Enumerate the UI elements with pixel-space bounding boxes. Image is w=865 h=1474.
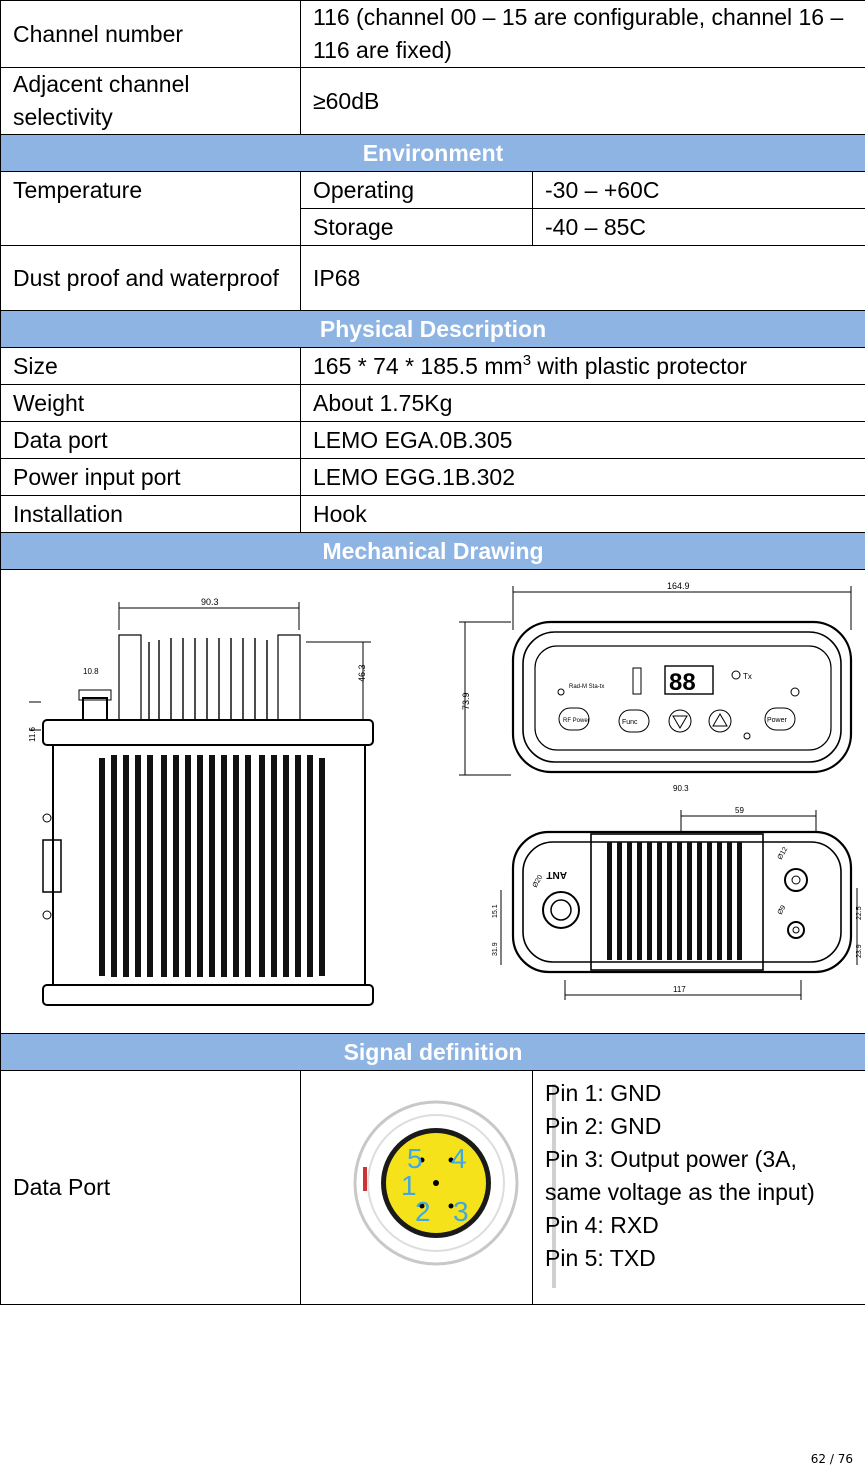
- pin-list: [545, 1077, 855, 1275]
- installation-value: Hook: [301, 496, 865, 533]
- connector-image-cell: [301, 1071, 533, 1305]
- adjacent-channel-value: ≥60dB: [301, 68, 865, 135]
- dim-bottom-span: 59: [735, 806, 744, 815]
- page-number: 62 / 76: [810, 1452, 853, 1466]
- row-mechanical-drawing: [1, 570, 865, 1034]
- label-ant: ANT: [546, 869, 567, 880]
- row-installation: [1, 496, 865, 533]
- dust-proof-value: IP68: [301, 246, 865, 311]
- pin-list-cell: [533, 1071, 865, 1305]
- dim-bottom-left2: 31.9: [492, 942, 499, 956]
- pin-4-definition: Pin 4: RXD: [545, 1212, 659, 1238]
- section-physical: [1, 311, 865, 348]
- mechanical-header: Mechanical Drawing: [1, 533, 865, 570]
- display-readout: 88: [669, 669, 696, 696]
- signal-header: Signal definition: [1, 1034, 865, 1071]
- channel-number-value: 116 (channel 00 – 15 are configurable, channel 16 – 116 are fixed): [301, 1, 865, 68]
- row-temperature-operating: [1, 172, 865, 209]
- bottom-view-heatsink: [607, 842, 742, 960]
- dim-side-left: 11.6: [28, 727, 37, 742]
- storage-value: -40 – 85C: [533, 209, 865, 246]
- dim-top-width: 164.9: [667, 581, 690, 591]
- row-weight: [1, 385, 865, 422]
- size-value-main: 165 * 74 * 185.5 mm: [313, 352, 523, 379]
- pin-1-definition: Pin 1: GND: [545, 1080, 662, 1106]
- dim-bottom-right2: 23.9: [856, 944, 863, 958]
- size-value: [301, 348, 865, 385]
- dim-dia-small2: Ø9: [776, 904, 788, 916]
- side-view-heatsink: [99, 755, 325, 977]
- size-value-exponent: 3: [522, 351, 532, 369]
- label-mode: Rad-M Sta-tx: [569, 684, 605, 690]
- dim-side-height: 46.3: [357, 664, 367, 682]
- dim-side-width: 90.3: [201, 597, 219, 607]
- dim-dia-large: Ø20: [531, 874, 545, 889]
- dim-bottom-right1: 22.5: [856, 906, 863, 920]
- dim-top-bottom: 90.3: [673, 784, 689, 793]
- data-port-value: LEMO EGA.0B.305: [301, 422, 865, 459]
- dim-top-height: 73.9: [461, 692, 471, 710]
- weight-value: About 1.75Kg: [301, 385, 865, 422]
- installation-label: Installation: [1, 496, 301, 533]
- row-size: [1, 348, 865, 385]
- dim-bottom-width: 117: [673, 985, 686, 994]
- mechanical-drawing: [1, 570, 864, 1024]
- pin-3-definition-cont: same voltage as the input): [545, 1179, 815, 1205]
- channel-number-label: Channel number: [1, 1, 301, 68]
- section-signal: [1, 1034, 865, 1071]
- pin-3-definition: Pin 3: Output power (3A,: [545, 1146, 797, 1172]
- button-rf-power-label: RF Power: [563, 718, 590, 724]
- section-mechanical: [1, 533, 865, 570]
- data-port-label: Data port: [1, 422, 301, 459]
- pin-5-definition: Pin 5: TXD: [545, 1245, 656, 1271]
- row-data-port: [1, 422, 865, 459]
- power-port-label: Power input port: [1, 459, 301, 496]
- row-dust-proof: [1, 246, 865, 311]
- size-label: Size: [1, 348, 301, 385]
- dim-bottom-left1: 15.1: [492, 904, 499, 918]
- top-view-drawing: [459, 581, 851, 793]
- pin-number-5: 5: [407, 1143, 423, 1174]
- temperature-label: Temperature: [1, 172, 301, 246]
- pin-number-2: 2: [415, 1196, 431, 1227]
- pin-number-1: 1: [401, 1170, 417, 1201]
- adjacent-channel-label: Adjacent channel selectivity: [1, 68, 301, 135]
- data-port-signal-label: Data Port: [1, 1071, 301, 1305]
- mechanical-drawing-cell: [1, 570, 865, 1034]
- button-power-label: Power: [767, 717, 787, 724]
- row-data-port-signal: [1, 1071, 865, 1305]
- row-adjacent-channel: [1, 68, 865, 135]
- dim-dia-small1: Ø12: [776, 846, 790, 861]
- power-port-value: LEMO EGG.1B.302: [301, 459, 865, 496]
- pin-number-4: 4: [451, 1143, 467, 1174]
- storage-label: Storage: [301, 209, 533, 246]
- pin-number-3: 3: [453, 1196, 469, 1227]
- operating-label: Operating: [301, 172, 533, 209]
- dim-side-connector: 10.8: [83, 667, 99, 676]
- weight-label: Weight: [1, 385, 301, 422]
- pin-2-definition: Pin 2: GND: [545, 1113, 662, 1139]
- size-value-suffix: with plastic protector: [531, 352, 748, 379]
- physical-header: Physical Description: [1, 311, 865, 348]
- section-environment: [1, 135, 865, 172]
- label-tx: Tx: [743, 672, 752, 681]
- operating-value: -30 – +60C: [533, 172, 865, 209]
- dust-proof-label: Dust proof and waterproof: [1, 246, 301, 311]
- environment-header: Environment: [1, 135, 865, 172]
- row-channel-number: [1, 1, 865, 68]
- button-func-label: Func: [622, 719, 638, 726]
- row-power-input-port: [1, 459, 865, 496]
